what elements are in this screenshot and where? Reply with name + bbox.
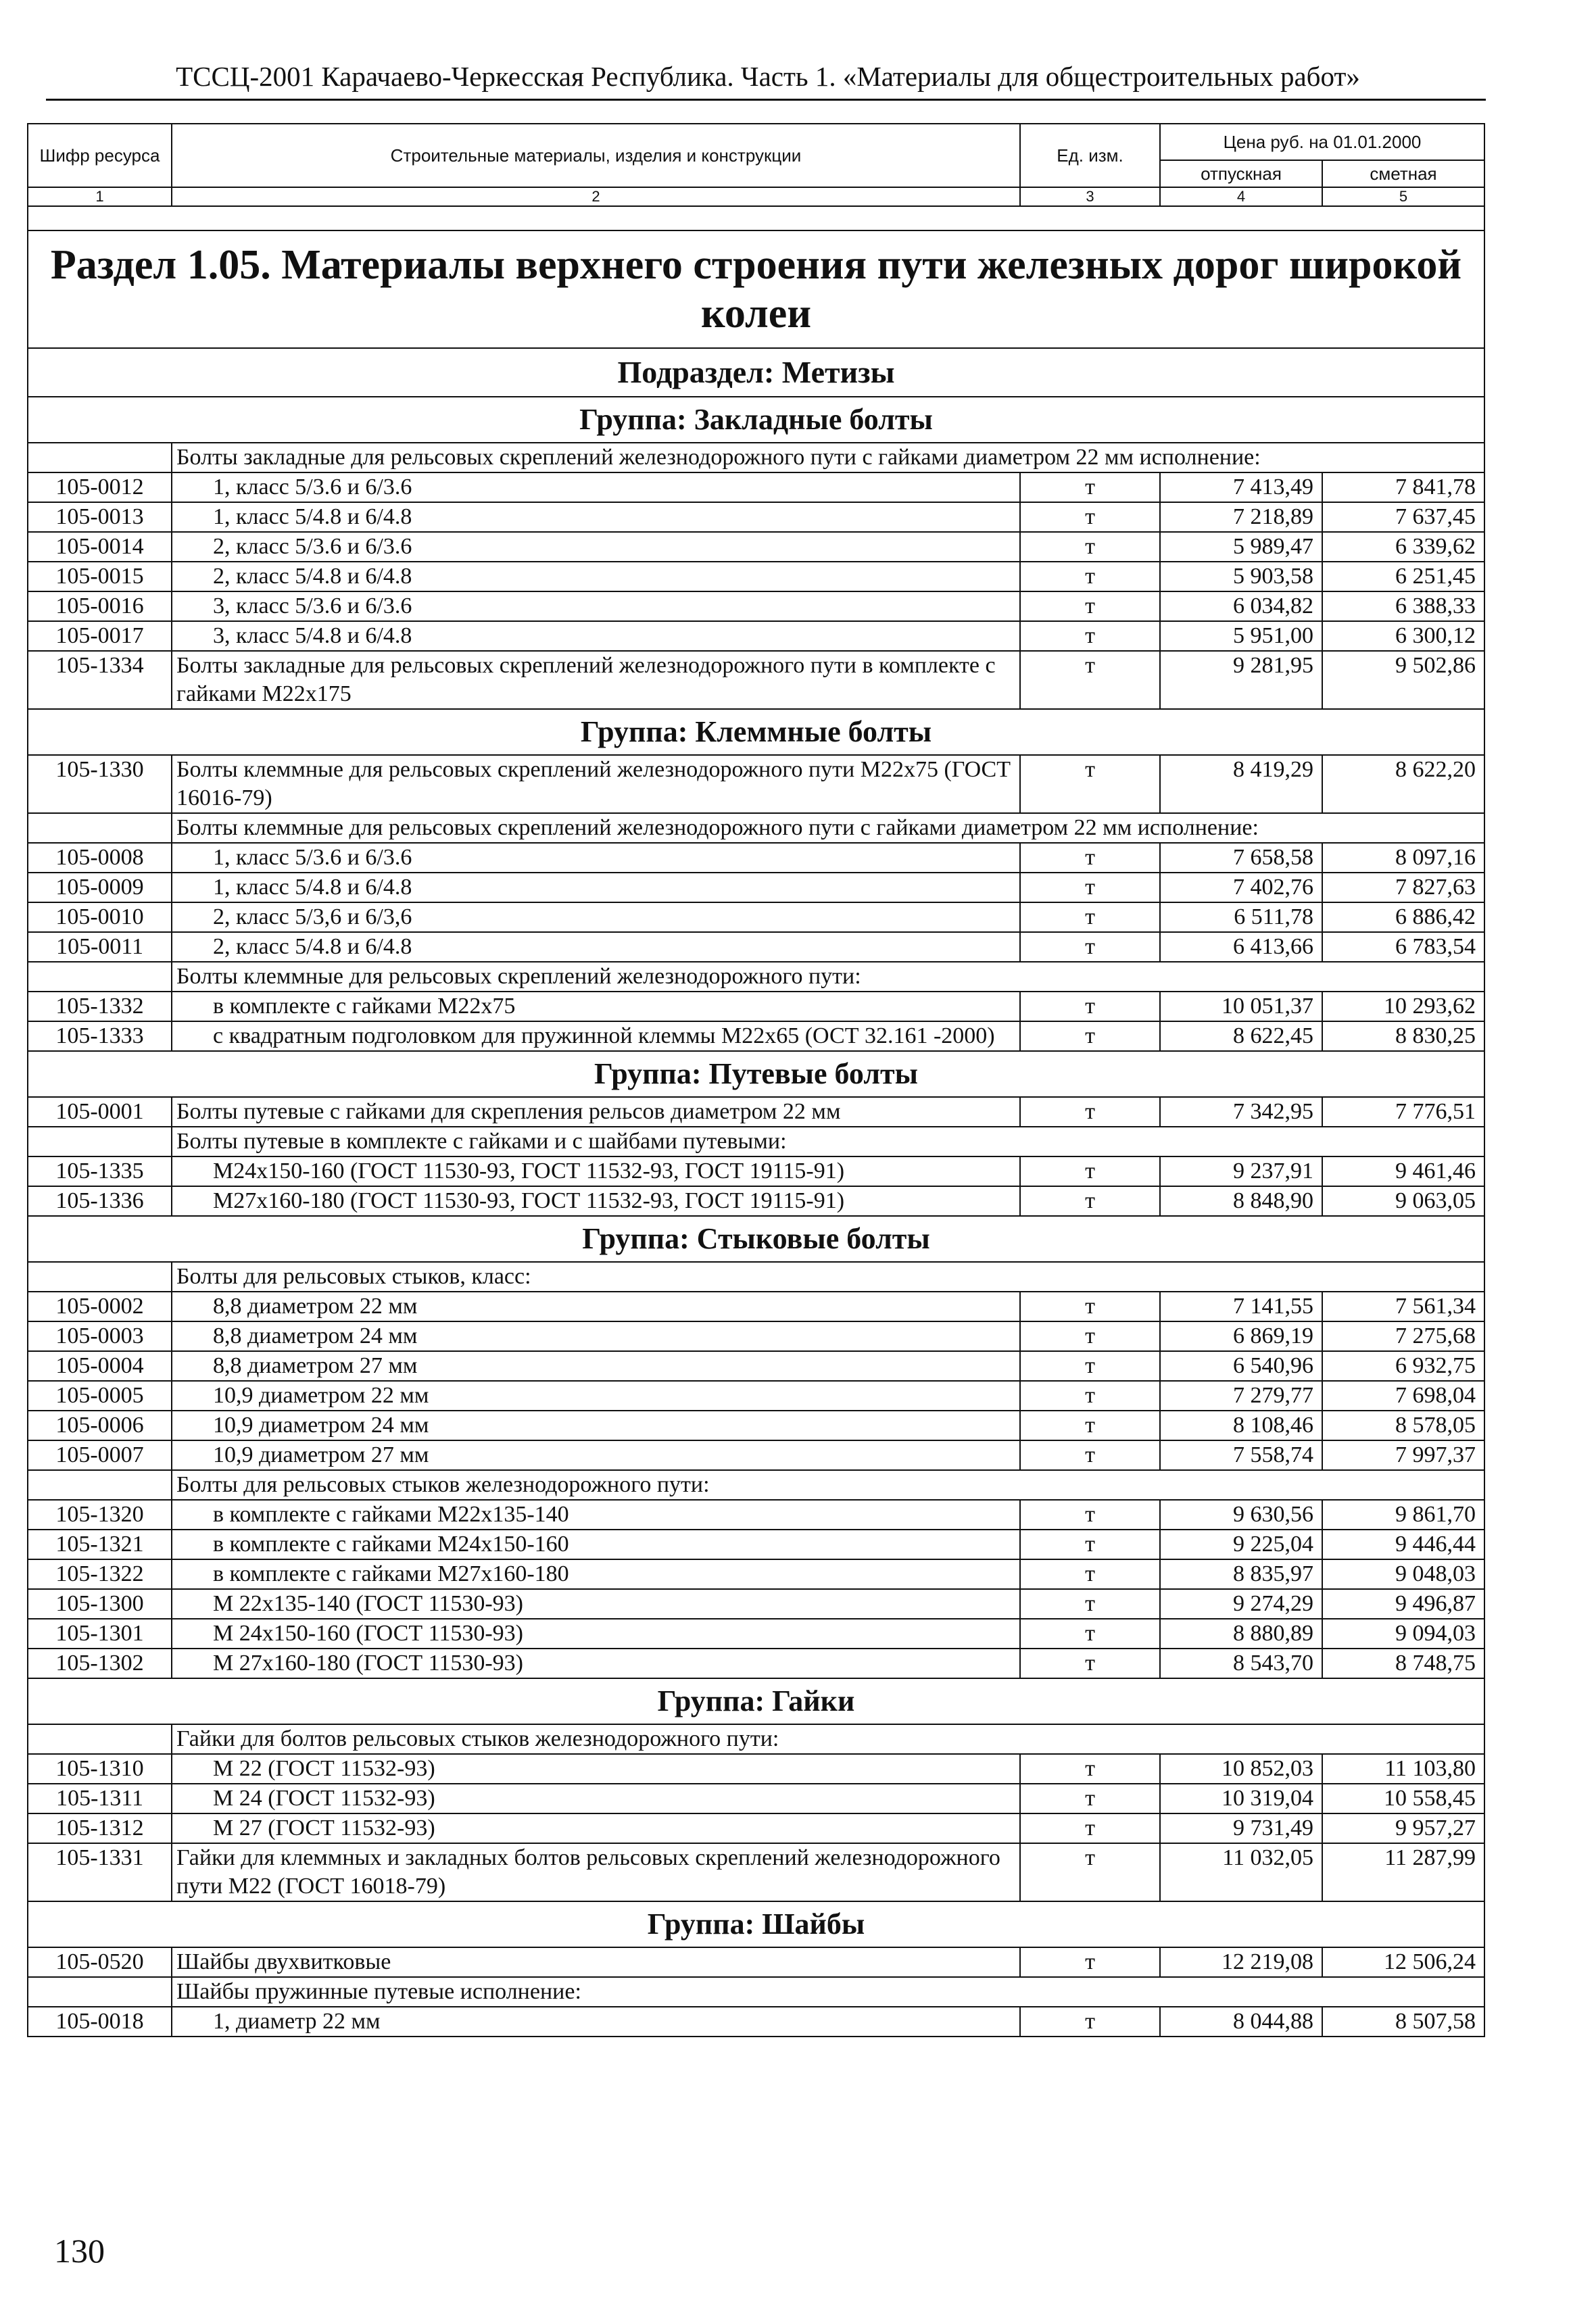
release-price: 7 342,95 — [1160, 1097, 1322, 1127]
table-row — [28, 1500, 1484, 1530]
note-blank-cell — [28, 1977, 172, 2007]
table-row — [28, 932, 1484, 962]
resource-code: 105-1336 — [28, 1186, 172, 1216]
col-number-3: 3 — [1020, 187, 1160, 206]
table-row — [28, 873, 1484, 902]
unit-cell: т — [1020, 1500, 1160, 1530]
unit-cell: т — [1020, 1619, 1160, 1649]
release-price: 10 319,04 — [1160, 1784, 1322, 1813]
release-price: 10 852,03 — [1160, 1754, 1322, 1784]
note-row — [28, 1724, 1484, 1754]
unit-cell: т — [1020, 1411, 1160, 1440]
release-price: 7 402,76 — [1160, 873, 1322, 902]
material-name: Болты закладные для рельсовых скреплений железнодорожного пути в комплекте с гайками М22х175 — [172, 651, 1020, 709]
material-name: 1, класс 5/4.8 и 6/4.8 — [172, 873, 1020, 902]
release-price: 9 237,91 — [1160, 1156, 1322, 1186]
unit-cell: т — [1020, 1947, 1160, 1977]
section-title-row — [28, 230, 1484, 348]
table-row — [28, 1619, 1484, 1649]
resource-code: 105-0016 — [28, 591, 172, 621]
unit-cell: т — [1020, 1530, 1160, 1559]
material-name: М 27 (ГОСТ 11532-93) — [172, 1813, 1020, 1843]
col-header-price: Цена руб. на 01.01.2000 — [1160, 124, 1484, 160]
col-number-1: 1 — [28, 187, 172, 206]
estimate-price: 6 886,42 — [1322, 902, 1484, 932]
estimate-price: 7 637,45 — [1322, 502, 1484, 532]
release-price: 7 141,55 — [1160, 1292, 1322, 1321]
spacer-row — [28, 206, 1484, 230]
release-price: 9 225,04 — [1160, 1530, 1322, 1559]
unit-cell: т — [1020, 1784, 1160, 1813]
release-price: 5 951,00 — [1160, 621, 1322, 651]
unit-cell: т — [1020, 1321, 1160, 1351]
col-header-name: Строительные материалы, изделия и конструкции — [172, 124, 1020, 187]
group-title: Группа: Закладные болты — [28, 397, 1484, 443]
table-row — [28, 1351, 1484, 1381]
estimate-price: 7 997,37 — [1322, 1440, 1484, 1470]
material-name: 8,8 диаметром 27 мм — [172, 1351, 1020, 1381]
unit-cell: т — [1020, 1754, 1160, 1784]
resource-code: 105-0004 — [28, 1351, 172, 1381]
table-row — [28, 1559, 1484, 1589]
unit-cell: т — [1020, 472, 1160, 502]
material-name: 2, класс 5/4.8 и 6/4.8 — [172, 932, 1020, 962]
table-row — [28, 502, 1484, 532]
material-name: 8,8 диаметром 24 мм — [172, 1321, 1020, 1351]
release-price: 8 622,45 — [1160, 1021, 1322, 1051]
estimate-price: 7 561,34 — [1322, 1292, 1484, 1321]
unit-cell: т — [1020, 843, 1160, 873]
table-row — [28, 902, 1484, 932]
estimate-price: 10 558,45 — [1322, 1784, 1484, 1813]
unit-cell: т — [1020, 621, 1160, 651]
unit-cell: т — [1020, 1559, 1160, 1589]
note-row — [28, 962, 1484, 992]
release-price: 7 558,74 — [1160, 1440, 1322, 1470]
estimate-price: 9 063,05 — [1322, 1186, 1484, 1216]
resource-code: 105-0002 — [28, 1292, 172, 1321]
note-text: Гайки для болтов рельсовых стыков железнодорожного пути: — [172, 1724, 1484, 1754]
resource-code: 105-0009 — [28, 873, 172, 902]
estimate-price: 11 287,99 — [1322, 1843, 1484, 1901]
column-header-row — [28, 124, 1484, 160]
unit-cell: т — [1020, 873, 1160, 902]
release-price: 5 989,47 — [1160, 532, 1322, 562]
unit-cell: т — [1020, 932, 1160, 962]
release-price: 7 218,89 — [1160, 502, 1322, 532]
unit-cell: т — [1020, 1381, 1160, 1411]
unit-cell: т — [1020, 2007, 1160, 2037]
release-price: 8 419,29 — [1160, 755, 1322, 813]
material-name: М 22х135-140 (ГОСТ 11530-93) — [172, 1589, 1020, 1619]
table-row — [28, 1186, 1484, 1216]
table-row — [28, 1292, 1484, 1321]
material-name: Болты клеммные для рельсовых скреплений железнодорожного пути М22х75 (ГОСТ 16016-79) — [172, 755, 1020, 813]
release-price: 7 413,49 — [1160, 472, 1322, 502]
unit-cell: т — [1020, 1649, 1160, 1678]
material-name: в комплекте с гайками М22х75 — [172, 992, 1020, 1021]
note-row — [28, 1127, 1484, 1156]
section-title: Раздел 1.05. Материалы верхнего строения пути железных дорог широкой колеи — [28, 230, 1484, 348]
estimate-price: 9 446,44 — [1322, 1530, 1484, 1559]
material-name: 3, класс 5/4.8 и 6/4.8 — [172, 621, 1020, 651]
resource-code: 105-0007 — [28, 1440, 172, 1470]
note-blank-cell — [28, 962, 172, 992]
price-table — [27, 123, 1485, 2037]
unit-cell: т — [1020, 502, 1160, 532]
subsection-title: Подраздел: Метизы — [28, 348, 1484, 397]
resource-code: 105-0017 — [28, 621, 172, 651]
material-name: 10,9 диаметром 22 мм — [172, 1381, 1020, 1411]
release-price: 6 413,66 — [1160, 932, 1322, 962]
unit-cell: т — [1020, 1813, 1160, 1843]
resource-code: 105-0520 — [28, 1947, 172, 1977]
estimate-price: 6 251,45 — [1322, 562, 1484, 591]
release-price: 9 274,29 — [1160, 1589, 1322, 1619]
unit-cell: т — [1020, 1351, 1160, 1381]
estimate-price: 7 841,78 — [1322, 472, 1484, 502]
estimate-price: 7 698,04 — [1322, 1381, 1484, 1411]
material-name: 10,9 диаметром 27 мм — [172, 1440, 1020, 1470]
material-name: М 24 (ГОСТ 11532-93) — [172, 1784, 1020, 1813]
estimate-price: 6 783,54 — [1322, 932, 1484, 962]
resource-code: 105-0018 — [28, 2007, 172, 2037]
resource-code: 105-1322 — [28, 1559, 172, 1589]
unit-cell: т — [1020, 591, 1160, 621]
resource-code: 105-1301 — [28, 1619, 172, 1649]
resource-code: 105-0015 — [28, 562, 172, 591]
table-row — [28, 843, 1484, 873]
estimate-price: 9 496,87 — [1322, 1589, 1484, 1619]
note-row — [28, 1262, 1484, 1292]
estimate-price: 9 048,03 — [1322, 1559, 1484, 1589]
release-price: 8 543,70 — [1160, 1649, 1322, 1678]
material-name: М 22 (ГОСТ 11532-93) — [172, 1754, 1020, 1784]
material-name: Гайки для клеммных и закладных болтов рельсовых скреплений железнодорожного пути М22 (ГОСТ 16018-79) — [172, 1843, 1020, 1901]
resource-code: 105-0003 — [28, 1321, 172, 1351]
note-blank-cell — [28, 1262, 172, 1292]
table-row — [28, 755, 1484, 813]
page-header: ТССЦ-2001 Карачаево-Черкесская Республика. Часть 1. «Материалы для общестроительных работ» — [176, 61, 1360, 92]
unit-cell: т — [1020, 1156, 1160, 1186]
estimate-price: 11 103,80 — [1322, 1754, 1484, 1784]
estimate-price: 8 748,75 — [1322, 1649, 1484, 1678]
table-body — [28, 230, 1484, 2037]
material-name: 2, класс 5/3.6 и 6/3.6 — [172, 532, 1020, 562]
subsection-title-row — [28, 348, 1484, 397]
resource-code: 105-1311 — [28, 1784, 172, 1813]
resource-code: 105-0001 — [28, 1097, 172, 1127]
resource-code: 105-1310 — [28, 1754, 172, 1784]
table-row — [28, 1843, 1484, 1901]
note-blank-cell — [28, 1724, 172, 1754]
table-row — [28, 1156, 1484, 1186]
material-name: Болты путевые с гайками для скрепления рельсов диаметром 22 мм — [172, 1097, 1020, 1127]
col-header-release: отпускная — [1160, 160, 1322, 187]
release-price: 8 880,89 — [1160, 1619, 1322, 1649]
release-price: 6 511,78 — [1160, 902, 1322, 932]
resource-code: 105-0012 — [28, 472, 172, 502]
material-name: 1, класс 5/3.6 и 6/3.6 — [172, 843, 1020, 873]
resource-code: 105-0013 — [28, 502, 172, 532]
release-price: 8 044,88 — [1160, 2007, 1322, 2037]
table-row — [28, 1411, 1484, 1440]
note-text: Болты путевые в комплекте с гайками и с шайбами путевыми: — [172, 1127, 1484, 1156]
release-price: 6 034,82 — [1160, 591, 1322, 621]
material-name: 3, класс 5/3.6 и 6/3.6 — [172, 591, 1020, 621]
release-price: 9 731,49 — [1160, 1813, 1322, 1843]
resource-code: 105-0008 — [28, 843, 172, 873]
table-row — [28, 1021, 1484, 1051]
table-row — [28, 2007, 1484, 2037]
estimate-price: 9 957,27 — [1322, 1813, 1484, 1843]
estimate-price: 8 097,16 — [1322, 843, 1484, 873]
material-name: М 27х160-180 (ГОСТ 11530-93) — [172, 1649, 1020, 1678]
estimate-price: 9 461,46 — [1322, 1156, 1484, 1186]
estimate-price: 7 827,63 — [1322, 873, 1484, 902]
note-text: Болты для рельсовых стыков, класс: — [172, 1262, 1484, 1292]
release-price: 10 051,37 — [1160, 992, 1322, 1021]
resource-code: 105-0010 — [28, 902, 172, 932]
table-row — [28, 1097, 1484, 1127]
material-name: М27х160-180 (ГОСТ 11530-93, ГОСТ 11532-93, ГОСТ 19115-91) — [172, 1186, 1020, 1216]
release-price: 6 540,96 — [1160, 1351, 1322, 1381]
resource-code: 105-1333 — [28, 1021, 172, 1051]
note-text: Болты клеммные для рельсовых скреплений железнодорожного пути с гайками диаметром 22 мм исполнение: — [172, 813, 1484, 843]
material-name: М 24х150-160 (ГОСТ 11530-93) — [172, 1619, 1020, 1649]
unit-cell: т — [1020, 1292, 1160, 1321]
table-row — [28, 1530, 1484, 1559]
table-row — [28, 532, 1484, 562]
note-text: Болты клеммные для рельсовых скреплений железнодорожного пути: — [172, 962, 1484, 992]
resource-code: 105-1312 — [28, 1813, 172, 1843]
estimate-price: 9 861,70 — [1322, 1500, 1484, 1530]
unit-cell: т — [1020, 1021, 1160, 1051]
group-title-row — [28, 1051, 1484, 1097]
table-row — [28, 472, 1484, 502]
note-blank-cell — [28, 443, 172, 472]
unit-cell: т — [1020, 651, 1160, 709]
table-row — [28, 1589, 1484, 1619]
col-header-code: Шифр ресурса — [28, 124, 172, 187]
table-row — [28, 1440, 1484, 1470]
unit-cell: т — [1020, 1843, 1160, 1901]
resource-code: 105-1330 — [28, 755, 172, 813]
group-title-row — [28, 397, 1484, 443]
material-name: 10,9 диаметром 24 мм — [172, 1411, 1020, 1440]
estimate-price: 8 507,58 — [1322, 2007, 1484, 2037]
table-row — [28, 1321, 1484, 1351]
note-text: Болты закладные для рельсовых скреплений железнодорожного пути с гайками диаметром 22 мм исполнение: — [172, 443, 1484, 472]
estimate-price: 10 293,62 — [1322, 992, 1484, 1021]
resource-code: 105-1320 — [28, 1500, 172, 1530]
unit-cell: т — [1020, 1589, 1160, 1619]
group-title-row — [28, 709, 1484, 755]
estimate-price: 6 300,12 — [1322, 621, 1484, 651]
resource-code: 105-0011 — [28, 932, 172, 962]
note-blank-cell — [28, 1127, 172, 1156]
group-title-row — [28, 1678, 1484, 1724]
table-row — [28, 591, 1484, 621]
release-price: 9 281,95 — [1160, 651, 1322, 709]
group-title: Группа: Шайбы — [28, 1901, 1484, 1947]
col-number-4: 4 — [1160, 187, 1322, 206]
resource-code: 105-1332 — [28, 992, 172, 1021]
material-name: 1, класс 5/4.8 и 6/4.8 — [172, 502, 1020, 532]
release-price: 9 630,56 — [1160, 1500, 1322, 1530]
material-name: 1, диаметр 22 мм — [172, 2007, 1020, 2037]
column-number-row — [28, 187, 1484, 206]
material-name: 8,8 диаметром 22 мм — [172, 1292, 1020, 1321]
unit-cell: т — [1020, 902, 1160, 932]
note-row — [28, 443, 1484, 472]
estimate-price: 8 578,05 — [1322, 1411, 1484, 1440]
spacer-cell — [28, 206, 1484, 230]
group-title-row — [28, 1216, 1484, 1262]
release-price: 12 219,08 — [1160, 1947, 1322, 1977]
table-row — [28, 621, 1484, 651]
release-price: 8 108,46 — [1160, 1411, 1322, 1440]
page-number: 130 — [54, 2232, 105, 2270]
estimate-price: 6 388,33 — [1322, 591, 1484, 621]
table-row — [28, 992, 1484, 1021]
release-price: 11 032,05 — [1160, 1843, 1322, 1901]
table-row — [28, 562, 1484, 591]
estimate-price: 7 275,68 — [1322, 1321, 1484, 1351]
material-name: в комплекте с гайками М24х150-160 — [172, 1530, 1020, 1559]
col-number-5: 5 — [1322, 187, 1484, 206]
unit-cell: т — [1020, 1097, 1160, 1127]
note-row — [28, 813, 1484, 843]
material-name: Шайбы двухвитковые — [172, 1947, 1020, 1977]
resource-code: 105-0005 — [28, 1381, 172, 1411]
material-name: в комплекте с гайками М22х135-140 — [172, 1500, 1020, 1530]
col-number-2: 2 — [172, 187, 1020, 206]
resource-code: 105-0014 — [28, 532, 172, 562]
material-name: М24х150-160 (ГОСТ 11530-93, ГОСТ 11532-93, ГОСТ 19115-91) — [172, 1156, 1020, 1186]
estimate-price: 8 830,25 — [1322, 1021, 1484, 1051]
note-row — [28, 1470, 1484, 1500]
unit-cell: т — [1020, 532, 1160, 562]
release-price: 6 869,19 — [1160, 1321, 1322, 1351]
estimate-price: 6 339,62 — [1322, 532, 1484, 562]
table-row — [28, 1784, 1484, 1813]
resource-code: 105-0006 — [28, 1411, 172, 1440]
table-row — [28, 651, 1484, 709]
material-name: в комплекте с гайками М27х160-180 — [172, 1559, 1020, 1589]
table-row — [28, 1649, 1484, 1678]
material-name: 1, класс 5/3.6 и 6/3.6 — [172, 472, 1020, 502]
group-title: Группа: Клеммные болты — [28, 709, 1484, 755]
material-name: 2, класс 5/4.8 и 6/4.8 — [172, 562, 1020, 591]
header-rule — [46, 99, 1486, 101]
release-price: 8 835,97 — [1160, 1559, 1322, 1589]
note-text: Болты для рельсовых стыков железнодорожного пути: — [172, 1470, 1484, 1500]
estimate-price: 6 932,75 — [1322, 1351, 1484, 1381]
release-price: 5 903,58 — [1160, 562, 1322, 591]
col-header-estimate: сметная — [1322, 160, 1484, 187]
note-blank-cell — [28, 1470, 172, 1500]
resource-code: 105-1321 — [28, 1530, 172, 1559]
group-title-row — [28, 1901, 1484, 1947]
table-row — [28, 1813, 1484, 1843]
col-header-unit: Ед. изм. — [1020, 124, 1160, 187]
resource-code: 105-1331 — [28, 1843, 172, 1901]
note-blank-cell — [28, 813, 172, 843]
unit-cell: т — [1020, 1186, 1160, 1216]
unit-cell: т — [1020, 562, 1160, 591]
material-name: 2, класс 5/3,6 и 6/3,6 — [172, 902, 1020, 932]
estimate-price: 12 506,24 — [1322, 1947, 1484, 1977]
estimate-price: 7 776,51 — [1322, 1097, 1484, 1127]
unit-cell: т — [1020, 1440, 1160, 1470]
resource-code: 105-1300 — [28, 1589, 172, 1619]
release-price: 7 279,77 — [1160, 1381, 1322, 1411]
table-row — [28, 1754, 1484, 1784]
unit-cell: т — [1020, 755, 1160, 813]
group-title: Группа: Гайки — [28, 1678, 1484, 1724]
table-row — [28, 1947, 1484, 1977]
table-row — [28, 1381, 1484, 1411]
resource-code: 105-1334 — [28, 651, 172, 709]
estimate-price: 9 094,03 — [1322, 1619, 1484, 1649]
estimate-price: 9 502,86 — [1322, 651, 1484, 709]
estimate-price: 8 622,20 — [1322, 755, 1484, 813]
note-row — [28, 1977, 1484, 2007]
release-price: 8 848,90 — [1160, 1186, 1322, 1216]
release-price: 7 658,58 — [1160, 843, 1322, 873]
resource-code: 105-1335 — [28, 1156, 172, 1186]
unit-cell: т — [1020, 992, 1160, 1021]
resource-code: 105-1302 — [28, 1649, 172, 1678]
note-text: Шайбы пружинные путевые исполнение: — [172, 1977, 1484, 2007]
material-name: с квадратным подголовком для пружинной клеммы М22х65 (ОСТ 32.161 -2000) — [172, 1021, 1020, 1051]
group-title: Группа: Путевые болты — [28, 1051, 1484, 1097]
group-title: Группа: Стыковые болты — [28, 1216, 1484, 1262]
